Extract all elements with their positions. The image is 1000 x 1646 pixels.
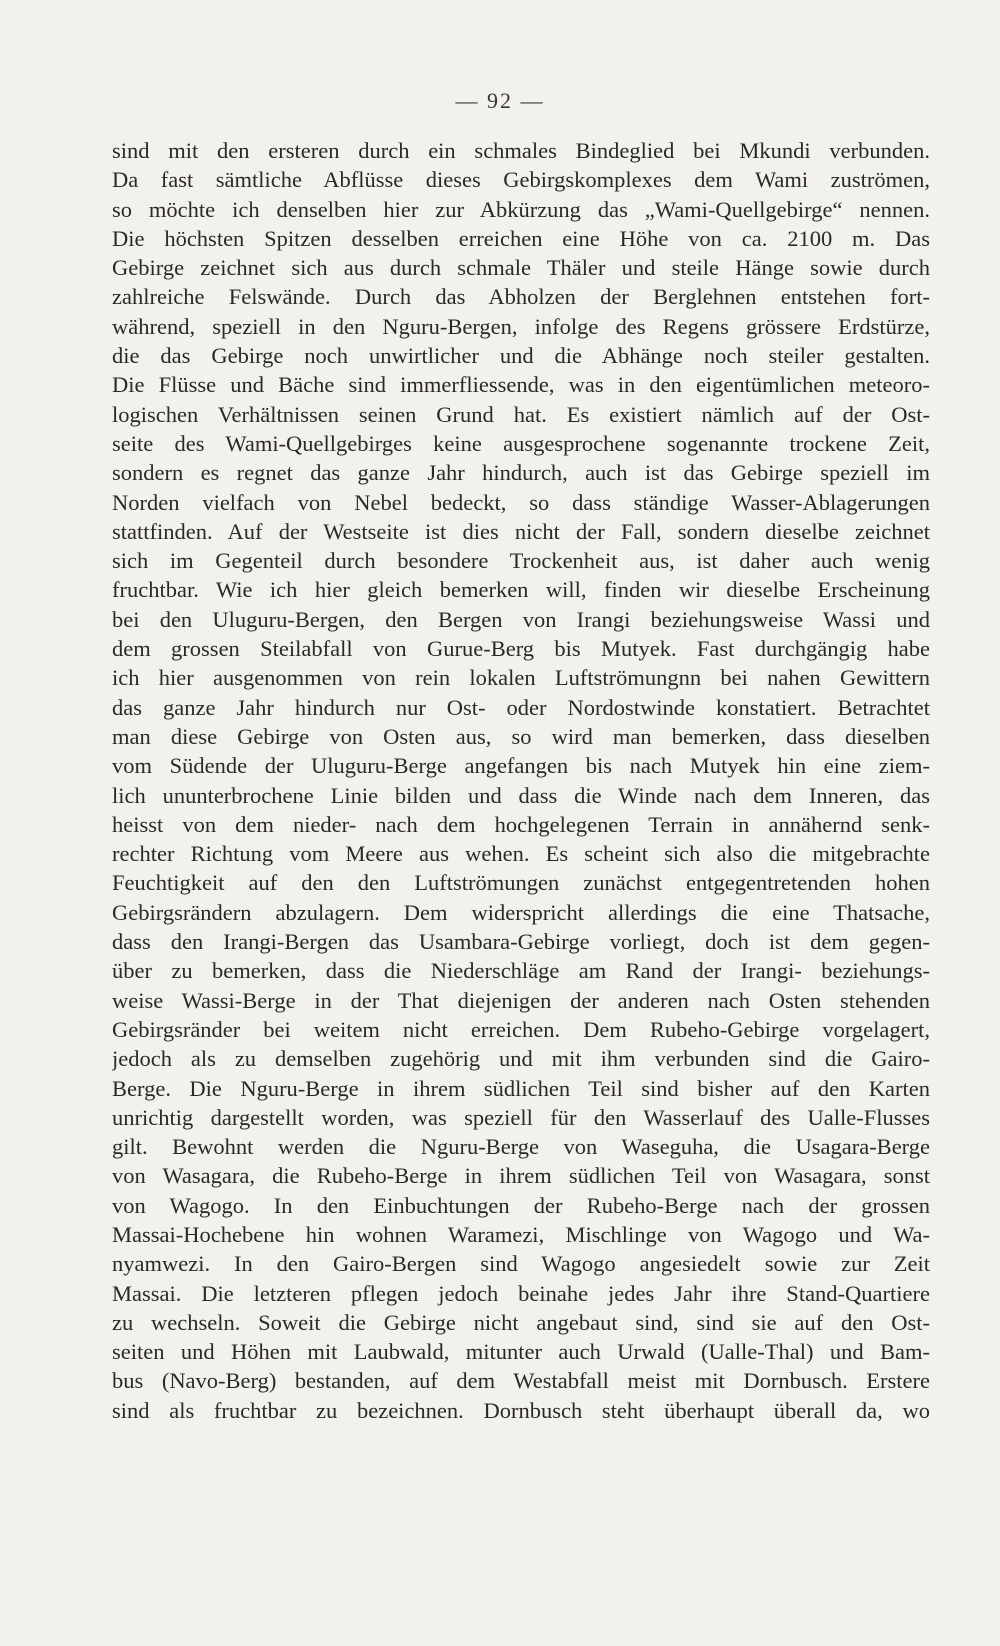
text-line: die das Gebirge noch unwirtlicher und die Abhänge noch steiler gestalten. [112,343,930,369]
text-line: bei den Uluguru-Bergen, den Bergen von Irangi beziehungsweise Wassi und [112,606,930,632]
text-line: Massai-Hochebene hin wohnen Waramezi, Mischlinge von Wagogo und Wa- [112,1221,930,1247]
text-line: Die Flüsse und Bäche sind immerfliessende, was in den eigentümlichen meteoro- [112,372,930,398]
text-line: rechter Richtung vom Meere aus wehen. Es scheint sich also die mitgebrachte [112,841,930,867]
text-line: so möchte ich denselben hier zur Abkürzung das „Wami-Quellgebirge“ nennen. [112,196,930,222]
body-text [112,136,930,1425]
page-number: — 92 — [455,88,545,113]
text-line: Norden vielfach von Nebel bedeckt, so dass ständige Wasser-Ablagerungen [112,489,930,515]
text-line: Berge. Die Nguru-Berge in ihrem südlichen Teil sind bisher auf den Karten [112,1075,930,1101]
text-line: Gebirgsränder bei weitem nicht erreichen. Dem Rubeho-Gebirge vorgelagert, [112,1016,930,1042]
text-line: Die höchsten Spitzen desselben erreichen eine Höhe von ca. 2100 m. Das [112,225,930,251]
text-line: unrichtig dargestellt worden, was speziell für den Wasserlauf des Ualle-Flusses [112,1104,930,1130]
text-line: Gebirgsrändern abzulagern. Dem widerspricht allerdings die eine Thatsache, [112,899,930,925]
text-line: sondern es regnet das ganze Jahr hindurch, auch ist das Gebirge speziell im [112,460,930,486]
text-line: sind als fruchtbar zu bezeichnen. Dornbusch steht überhaupt überall da, wo [112,1397,930,1423]
text-line: das ganze Jahr hindurch nur Ost- oder Nordostwinde konstatiert. Betrachtet [112,694,930,720]
text-line: zu wechseln. Soweit die Gebirge nicht angebaut sind, sind sie auf den Ost- [112,1309,930,1335]
text-line: seiten und Höhen mit Laubwald, mitunter auch Urwald (Ualle-Thal) und Bam- [112,1339,930,1365]
text-line: von Wagogo. In den Einbuchtungen der Rubeho-Berge nach der grossen [112,1192,930,1218]
text-line: sich im Gegenteil durch besondere Trockenheit aus, ist daher auch wenig [112,548,930,574]
text-line: fruchtbar. Wie ich hier gleich bemerken will, finden wir dieselbe Erscheinung [112,577,930,603]
text-line: Feuchtigkeit auf den den Luftströmungen zunächst entgegentretenden hohen [112,870,930,896]
text-line: lich ununterbrochene Linie bilden und dass die Winde nach dem Inneren, das [112,782,930,808]
text-line: sind mit den ersteren durch ein schmales Bindeglied bei Mkundi verbunden. [112,138,930,163]
text-line: jedoch als zu demselben zugehörig und mit ihm verbunden sind die Gairo- [112,1046,930,1072]
text-line: von Wasagara, die Rubeho-Berge in ihrem südlichen Teil von Wasagara, sonst [112,1163,930,1189]
text-line: Gebirge zeichnet sich aus durch schmale Thäler und steile Hänge sowie durch [112,255,930,281]
text-line: nyamwezi. In den Gairo-Bergen sind Wagogo angesiedelt sowie zur Zeit [112,1251,930,1277]
text-line: logischen Verhältnissen seinen Grund hat. Es existiert nämlich auf der Ost- [112,401,930,427]
text-line: weise Wassi-Berge in der That diejenigen der anderen nach Osten stehenden [112,987,930,1013]
text-line: über zu bemerken, dass die Niederschläge am Rand der Irangi- beziehungs- [112,958,930,984]
text-line: Massai. Die letzteren pflegen jedoch beinahe jedes Jahr ihre Stand-Quartiere [112,1280,930,1306]
text-line: ich hier ausgenommen von rein lokalen Luftströmungnn bei nahen Gewittern [112,665,930,691]
text-line: Da fast sämtliche Abflüsse dieses Gebirgskomplexes dem Wami zuströmen, [112,167,930,193]
text-line: dem grossen Steilabfall von Gurue-Berg bis Mutyek. Fast durchgängig habe [112,636,930,662]
text-line: dass den Irangi-Bergen das Usambara-Gebirge vorliegt, doch ist dem gegen- [112,929,930,955]
text-line: man diese Gebirge von Osten aus, so wird man bemerken, dass dieselben [112,723,930,749]
text-line: vom Südende der Uluguru-Berge angefangen bis nach Mutyek hin eine ziem- [112,753,930,779]
text-line: bus (Navo-Berg) bestanden, auf dem Westabfall meist mit Dornbusch. Erstere [112,1368,930,1394]
text-line: seite des Wami-Quellgebirges keine ausgesprochene sogenannte trockene Zeit, [112,430,930,456]
text-line: stattfinden. Auf der Westseite ist dies nicht der Fall, sondern dieselbe zeichnet [112,518,930,544]
text-line: heisst von dem nieder- nach dem hochgelegenen Terrain in annähernd senk- [112,811,930,837]
text-line: gilt. Bewohnt werden die Nguru-Berge von Waseguha, die Usagara-Berge [112,1134,930,1160]
text-line: während, speziell in den Nguru-Bergen, infolge des Regens grössere Erdstürze, [112,313,930,339]
text-line: zahlreiche Felswände. Durch das Abholzen der Berglehnen entstehen fort- [112,284,930,310]
